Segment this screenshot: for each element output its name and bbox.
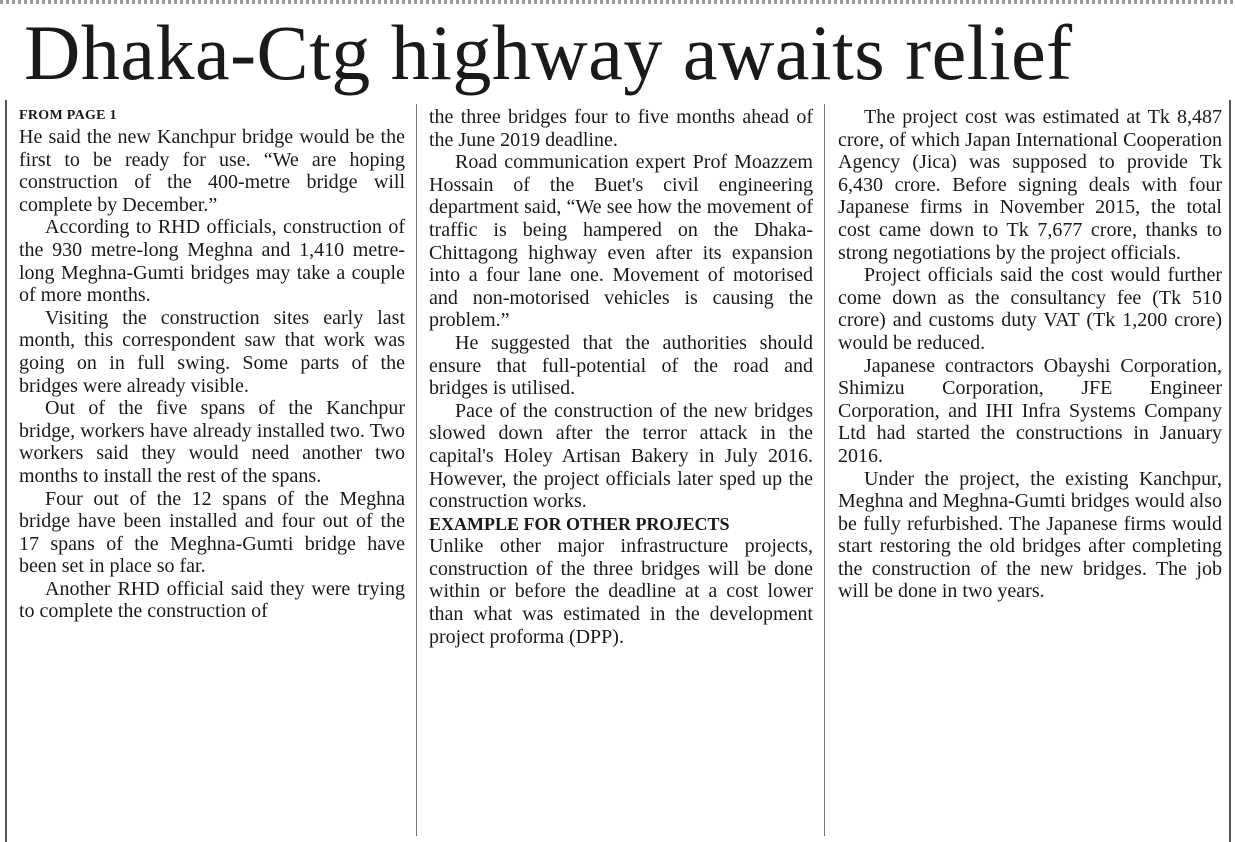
kicker: FROM PAGE 1 <box>19 108 117 123</box>
subheading: EXAMPLE FOR OTHER PROJECTS <box>429 513 730 534</box>
column-divider-1 <box>416 104 417 836</box>
paragraph: the three bridges four to five months ahead of the June 2019 deadline. <box>429 106 813 151</box>
paragraph: Four out of the 12 spans of the Meghna bridge have been installed and four out of the 17 spans of the Meghna-Gumti bridge have been set in place so far. <box>19 487 405 578</box>
paragraph: Road communication expert Prof Moazzem Hossain of the Buet's civil engineering department said, “We see how the movement of traffic is being hampered on the Dhaka-Chittagong highway even after its expansion into a four lane one. Movement of motorised and non-motorised vehicles is causing the problem.” <box>429 151 813 332</box>
paragraph: Unlike other major infrastructure projects, construction of the three bridges will be done within or before the deadline at a cost lower than what was estimated in the development project proforma (DPP). <box>429 535 813 648</box>
paragraph: Japanese contractors Obayshi Corporation, Shimizu Corporation, JFE Engineer Corporation, and IHI Infra Systems Company Ltd had started the constructions in January 2016. <box>838 354 1222 467</box>
paragraph: Visiting the construction sites early last month, this correspondent saw that work was going on in full swing. Some parts of the bridges were already visible. <box>19 306 405 397</box>
paragraph: Another RHD official said they were trying to complete the construction of <box>19 577 405 623</box>
paragraph: Project officials said the cost would further come down as the consultancy fee (Tk 510 crore) and customs duty VAT (Tk 1,200 crore) would be reduced. <box>838 264 1222 354</box>
column-3 <box>838 106 1222 603</box>
column-divider-2 <box>824 104 825 836</box>
paragraph: According to RHD officials, construction of the 930 metre-long Meghna and 1,410 metre-long Meghna-Gumti bridges may take a couple of more months. <box>19 216 405 307</box>
right-frame-rule <box>1229 100 1231 842</box>
paragraph: The project cost was estimated at Tk 8,487 crore, of which Japan International Cooperation Agency (Jica) was supposed to provide Tk 6,430 crore. Before signing deals with four Japanese firms in November 2015, the total cost came down to Tk 7,677 crore, thanks to strong negotiations by the project officials. <box>838 106 1222 264</box>
top-border-rule <box>0 0 1235 4</box>
paragraph: He said the new Kanchpur bridge would be the first to be ready for use. “We are hoping construction of the 400-metre bridge will complete by December.” <box>19 126 405 216</box>
paragraph: Under the project, the existing Kanchpur, Meghna and Meghna-Gumti bridges would also be fully refurbished. The Japanese firms would start restoring the old bridges after completing the construction of the new bridges. The job will be done in two years. <box>838 467 1222 603</box>
paragraph: Pace of the construction of the new bridges slowed down after the terror attack in the capital's Holey Artisan Bakery in July 2016. However, the project officials later sped up the construction works. <box>429 399 813 513</box>
left-frame-rule <box>5 100 7 842</box>
headline: Dhaka-Ctg highway awaits relief <box>24 9 1073 96</box>
paragraph: He suggested that the authorities should ensure that full-potential of the road and bridges is utilised. <box>429 331 813 400</box>
column-2 <box>429 106 813 648</box>
paragraph: Out of the five spans of the Kanchpur bridge, workers have already installed two. Two workers said they would need another two months to install the rest of the spans. <box>19 397 405 487</box>
column-1 <box>19 106 405 623</box>
